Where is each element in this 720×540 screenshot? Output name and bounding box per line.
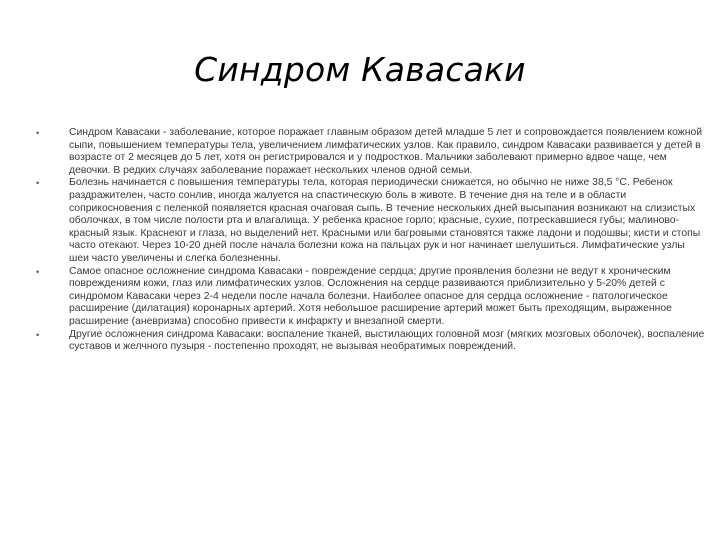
bullet-text: Синдром Кавасаки - заболевание, которое поражает главным образом детей младше 5 лет и сопровождается появлением кожной сыпи, повышением температуры тела, увеличением лимфатических узлов. Как правило, синдром Кавасаки развивается у детей в возрасте от 2 месяцев до 5 лет, хотя он регистрировался и у подростков. Мальчики заболевают примерно вдвое чаще, чем девочки. В редких случаях заболевание поражает нескольких членов одной семьи. (69, 127, 703, 176)
bullet-icon: • (36, 178, 40, 189)
bullet-list (36, 127, 706, 354)
bullet-item-other-complications (36, 329, 706, 354)
bullet-text: Болезнь начинается с повышения температуры тела, которая периодически снижается, но обычно не ниже 38,5 °С. Ребенок раздражителен, часто сонлив, иногда жалуется на спастическую боль в животе. В течение дня на теле и в области соприкосновения с пеленкой появляется красная очаговая сыпь. В течение нескольких дней высыпания возникают на слизистых оболочках, в том числе полости рта и влагалища. У ребенка красное горло; красные, сухие, потрескавшиеся губы; малиново-красный язык. Краснеют и глаза, но выделений нет. Красными или багровыми становятся также ладони и подошвы; кисти и стопы часто отекают. Через 10-20 дней после начала болезни кожа на пальцах рук и ног начинает шелушиться. Лимфатические узлы шеи часто увеличены и слегка болезненны. (69, 177, 701, 264)
bullet-icon: • (36, 128, 40, 138)
bullet-icon: • (36, 329, 40, 340)
bullet-text: Другие осложнения синдрома Кавасаки: воспаление тканей, выстилающих головной мозг (мягких мозговых оболочек), воспаление суставов и желчного пузыря - постепенно проходят, не вызывая необратимых повреждений. (69, 328, 705, 353)
bullet-icon: • (36, 266, 40, 277)
bullet-item-definition (36, 127, 706, 177)
bullet-text: Самое опасное осложнение синдрома Кавасаки - повреждение сердца; другие проявления болезни не ведут к хроническим повреждениям кожи, глаз или лимфатических узлов. Осложнения на сердце развиваются приблизительно у 5-20% детей с синдромом Кавасаки через 2-4 недели после начала болезни. Наиболее опасное для сердца осложнение - патологическое расширение (дилатация) коронарных артерий. Хотя небольшое расширение артерий может быть преходящим, выраженное расширение (аневризма) способно привести к инфаркту и внезапной смерти. (69, 265, 672, 327)
bullet-item-heart-complication (36, 266, 706, 329)
slide-title: Синдром Кавасаки (194, 50, 526, 89)
bullet-item-symptoms (36, 177, 706, 265)
